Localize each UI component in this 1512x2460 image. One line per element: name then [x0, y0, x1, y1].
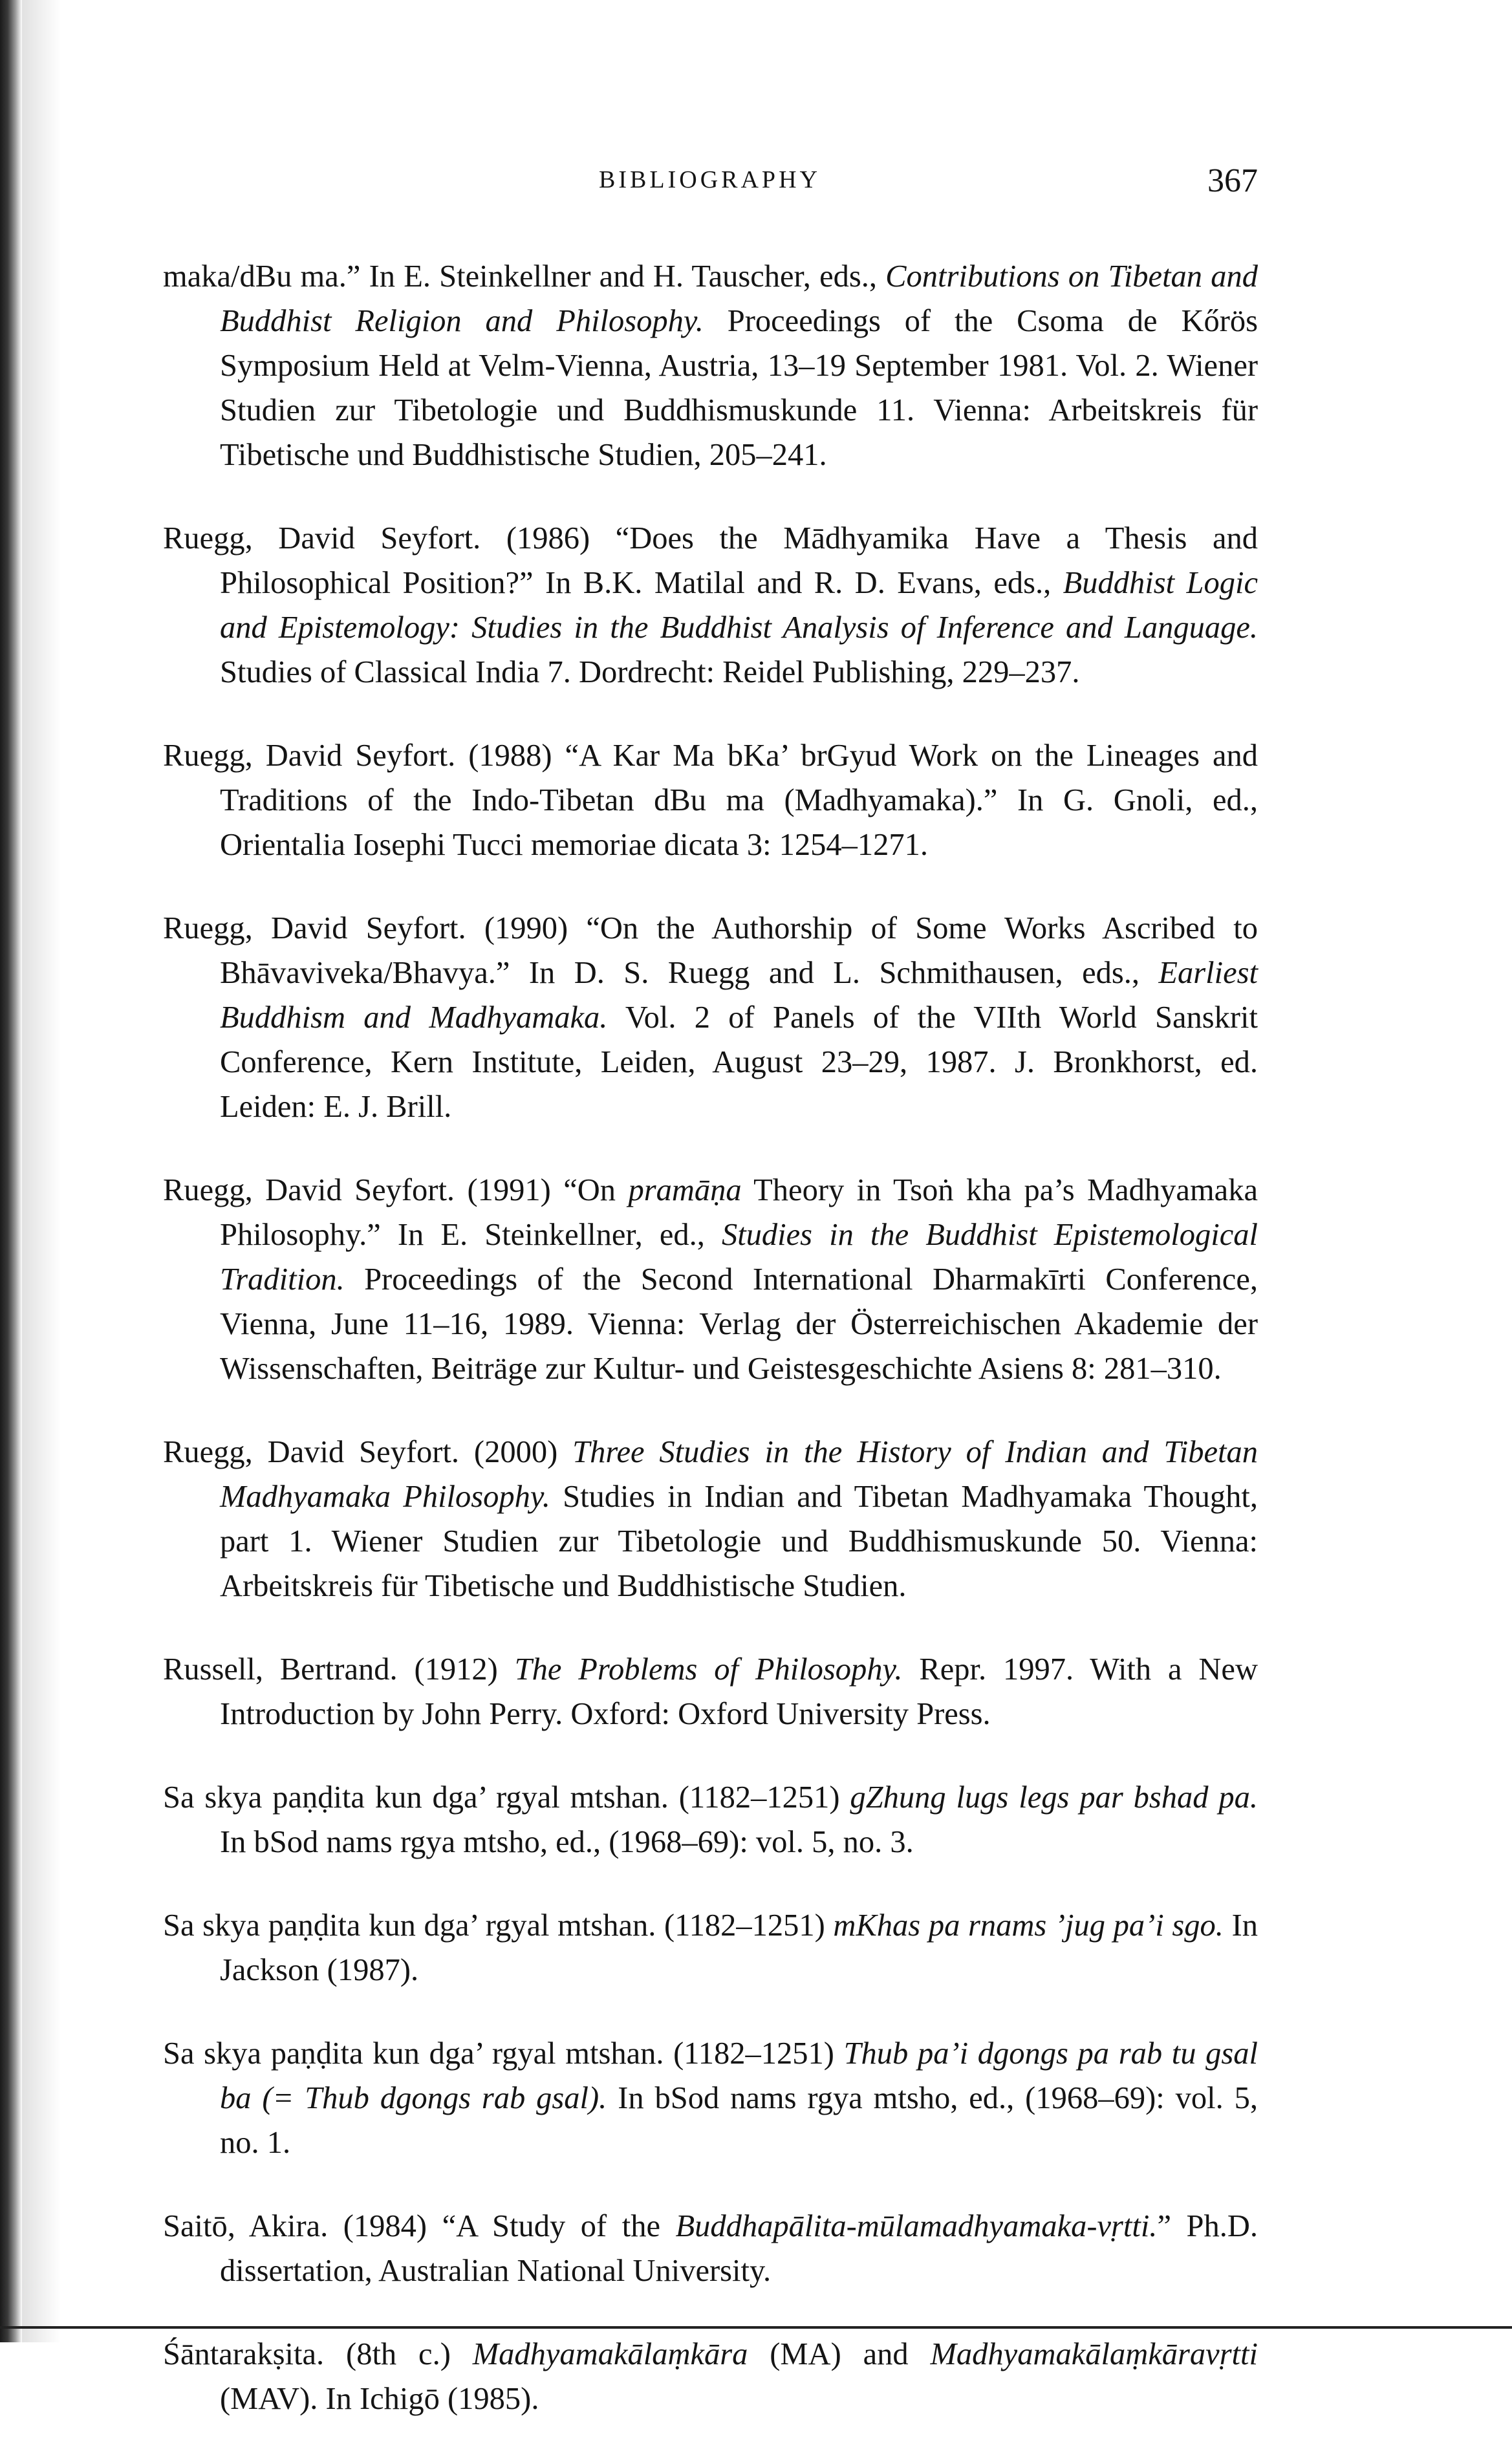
entry-text: Sa skya paṇḍita kun dga’ rgyal mtshan. (1182–1251): [163, 1908, 834, 1943]
page-number: 367: [1207, 162, 1258, 199]
entry-text: Ruegg, David Seyfort. (1991) “On: [163, 1173, 629, 1207]
entry-title-italic: Buddhist Logic and Epistemology: Studies in the Buddhist Analysis of Inference and Language.: [220, 566, 1258, 645]
bibliography-entry: [163, 516, 1258, 695]
entry-title-italic: pramāṇa: [628, 1173, 742, 1207]
entry-text: Vol. 2 of Panels of the VIIth World Sanskrit Conference, Kern Institute, Leiden, August 23–29, 1987. J. Bronkhorst, ed. Leiden: E. J. Brill.: [220, 1000, 1258, 1124]
entry-text: Śāntarakṣita. (8th c.): [163, 2337, 473, 2371]
entry-text: In Jackson (1987).: [220, 1908, 1258, 1987]
entry-text: Studies of Classical India 7. Dordrecht: Reidel Publishing, 229–237.: [220, 655, 1080, 689]
entry-text: Sa skya paṇḍita kun dga’ rgyal mtshan. (1182–1251): [163, 2036, 844, 2071]
entry-title-italic: gZhung lugs legs par bshad pa.: [850, 1780, 1258, 1815]
entry-title-italic: mKhas pa rnams ’jug pa’i sgo.: [833, 1908, 1224, 1943]
book-binding-edge: [0, 0, 22, 2342]
bibliography-entry: [163, 906, 1258, 1129]
page-header: [162, 162, 1258, 207]
entry-text: (MAV). In Ichigō (1985).: [220, 2382, 539, 2416]
entry-title-italic: Madhyamakālaṃkāravṛtti: [930, 2337, 1258, 2371]
entry-text: Proceedings of the Csoma de Kőrös Symposium Held at Velm-Vienna, Austria, 13–19 September 1981. Vol. 2. Wiener Studien zur Tibetologie und Buddhismuskunde 11. Vienna: Arbeitskreis für Tibetische und Buddhistische Studien, 205–241.: [220, 304, 1258, 472]
bibliography-entry: [163, 2204, 1258, 2293]
entry-text: Studies in Indian and Tibetan Madhyamaka Thought, part 1. Wiener Studien zur Tibetologie und Buddhismuskunde 50. Vienna: Arbeitskreis für Tibetische und Buddhistische Studien.: [220, 1480, 1258, 1603]
running-head: BIBLIOGRAPHY: [599, 166, 821, 193]
entry-text: Ruegg, David Seyfort. (1986) “Does the Mādhyamika Have a Thesis and Philosophical Position?” In B.K. Matilal and R. D. Evans, eds.,: [163, 521, 1258, 600]
bibliography-entry: [163, 2332, 1258, 2421]
entry-title-italic: Madhyamakālaṃkāra: [472, 2337, 748, 2371]
bibliography-entry: [163, 1647, 1258, 1736]
entry-text: Ruegg, David Seyfort. (1988) “A Kar Ma bKa’ brGyud Work on the Lineages and Traditions of the Indo-Tibetan dBu ma (Madhyamaka).” In G. Gnoli, ed., Orientalia Iosephi Tucci memoriae dicata 3: 1254–1271.: [163, 739, 1258, 862]
entry-title-italic: Studies in the Buddhist Epistemological Tradition.: [220, 1218, 1258, 1297]
bibliography-entry: [163, 2031, 1258, 2165]
bibliography-list: [163, 254, 1258, 2460]
entry-text: In bSod nams rgya mtsho, ed., (1968–69): vol. 5, no. 3.: [220, 1825, 914, 1859]
entry-title-italic: Buddhapālita-mūlamadhyamaka-vṛtti.: [675, 2209, 1158, 2243]
entry-title-italic: Contributions on Tibetan and Buddhist Religion and Philosophy.: [220, 259, 1258, 338]
entry-text: maka/dBu ma.” In E. Steinkellner and H. Tauscher, eds.,: [163, 259, 886, 294]
bibliography-entry: [163, 1775, 1258, 1864]
binding-shadow: [22, 0, 61, 2342]
entry-text: Ruegg, David Seyfort. (1990) “On the Authorship of Some Works Ascribed to Bhāvaviveka/Bhavya.” In D. S. Ruegg and L. Schmithausen, eds.,: [163, 911, 1258, 990]
entry-text: ” Ph.D. dissertation, Australian National University.: [220, 2209, 1258, 2288]
page-bottom-edge: [0, 2326, 1512, 2329]
entry-title-italic: The Problems of Philosophy.: [514, 1652, 903, 1687]
bibliography-entry: [163, 1168, 1258, 1391]
entry-text: (MA) and: [748, 2337, 931, 2371]
bibliography-entry-continued: [163, 254, 1258, 477]
entry-text: Proceedings of the Second International Dharmakīrti Conference, Vienna, June 11–16, 1989. Vienna: Verlag der Österreichischen Akademie der Wissenschaften, Beiträge zur Kultur- und Geistesgeschichte Asiens 8: 281–310.: [220, 1262, 1258, 1386]
bibliography-entry: [163, 1430, 1258, 1608]
entry-title-italic: Thub pa’i dgongs pa rab tu gsal ba (= Thub dgongs rab gsal).: [220, 2036, 1258, 2115]
entry-text: Ruegg, David Seyfort. (2000): [163, 1435, 573, 1469]
entry-title-italic: Three Studies in the History of Indian and Tibetan Madhyamaka Philosophy.: [220, 1435, 1258, 1514]
entry-text: Russell, Bertrand. (1912): [163, 1652, 515, 1687]
entry-title-italic: Earliest Buddhism and Madhyamaka.: [220, 956, 1258, 1035]
entry-text: Repr. 1997. With a New Introduction by John Perry. Oxford: Oxford University Press.: [220, 1652, 1258, 1731]
entry-text: In bSod nams rgya mtsho, ed., (1968–69): vol. 5, no. 1.: [220, 2081, 1258, 2160]
bibliography-entry: [163, 733, 1258, 867]
bibliography-entry: [163, 1903, 1258, 1992]
entry-text: Saitō, Akira. (1984) “A Study of the: [163, 2209, 676, 2243]
entry-text: Theory in Tsoṅ kha pa’s Madhyamaka Philosophy.” In E. Steinkellner, ed.,: [220, 1173, 1258, 1252]
entry-text: Sa skya paṇḍita kun dga’ rgyal mtshan. (1182–1251): [163, 1780, 850, 1815]
